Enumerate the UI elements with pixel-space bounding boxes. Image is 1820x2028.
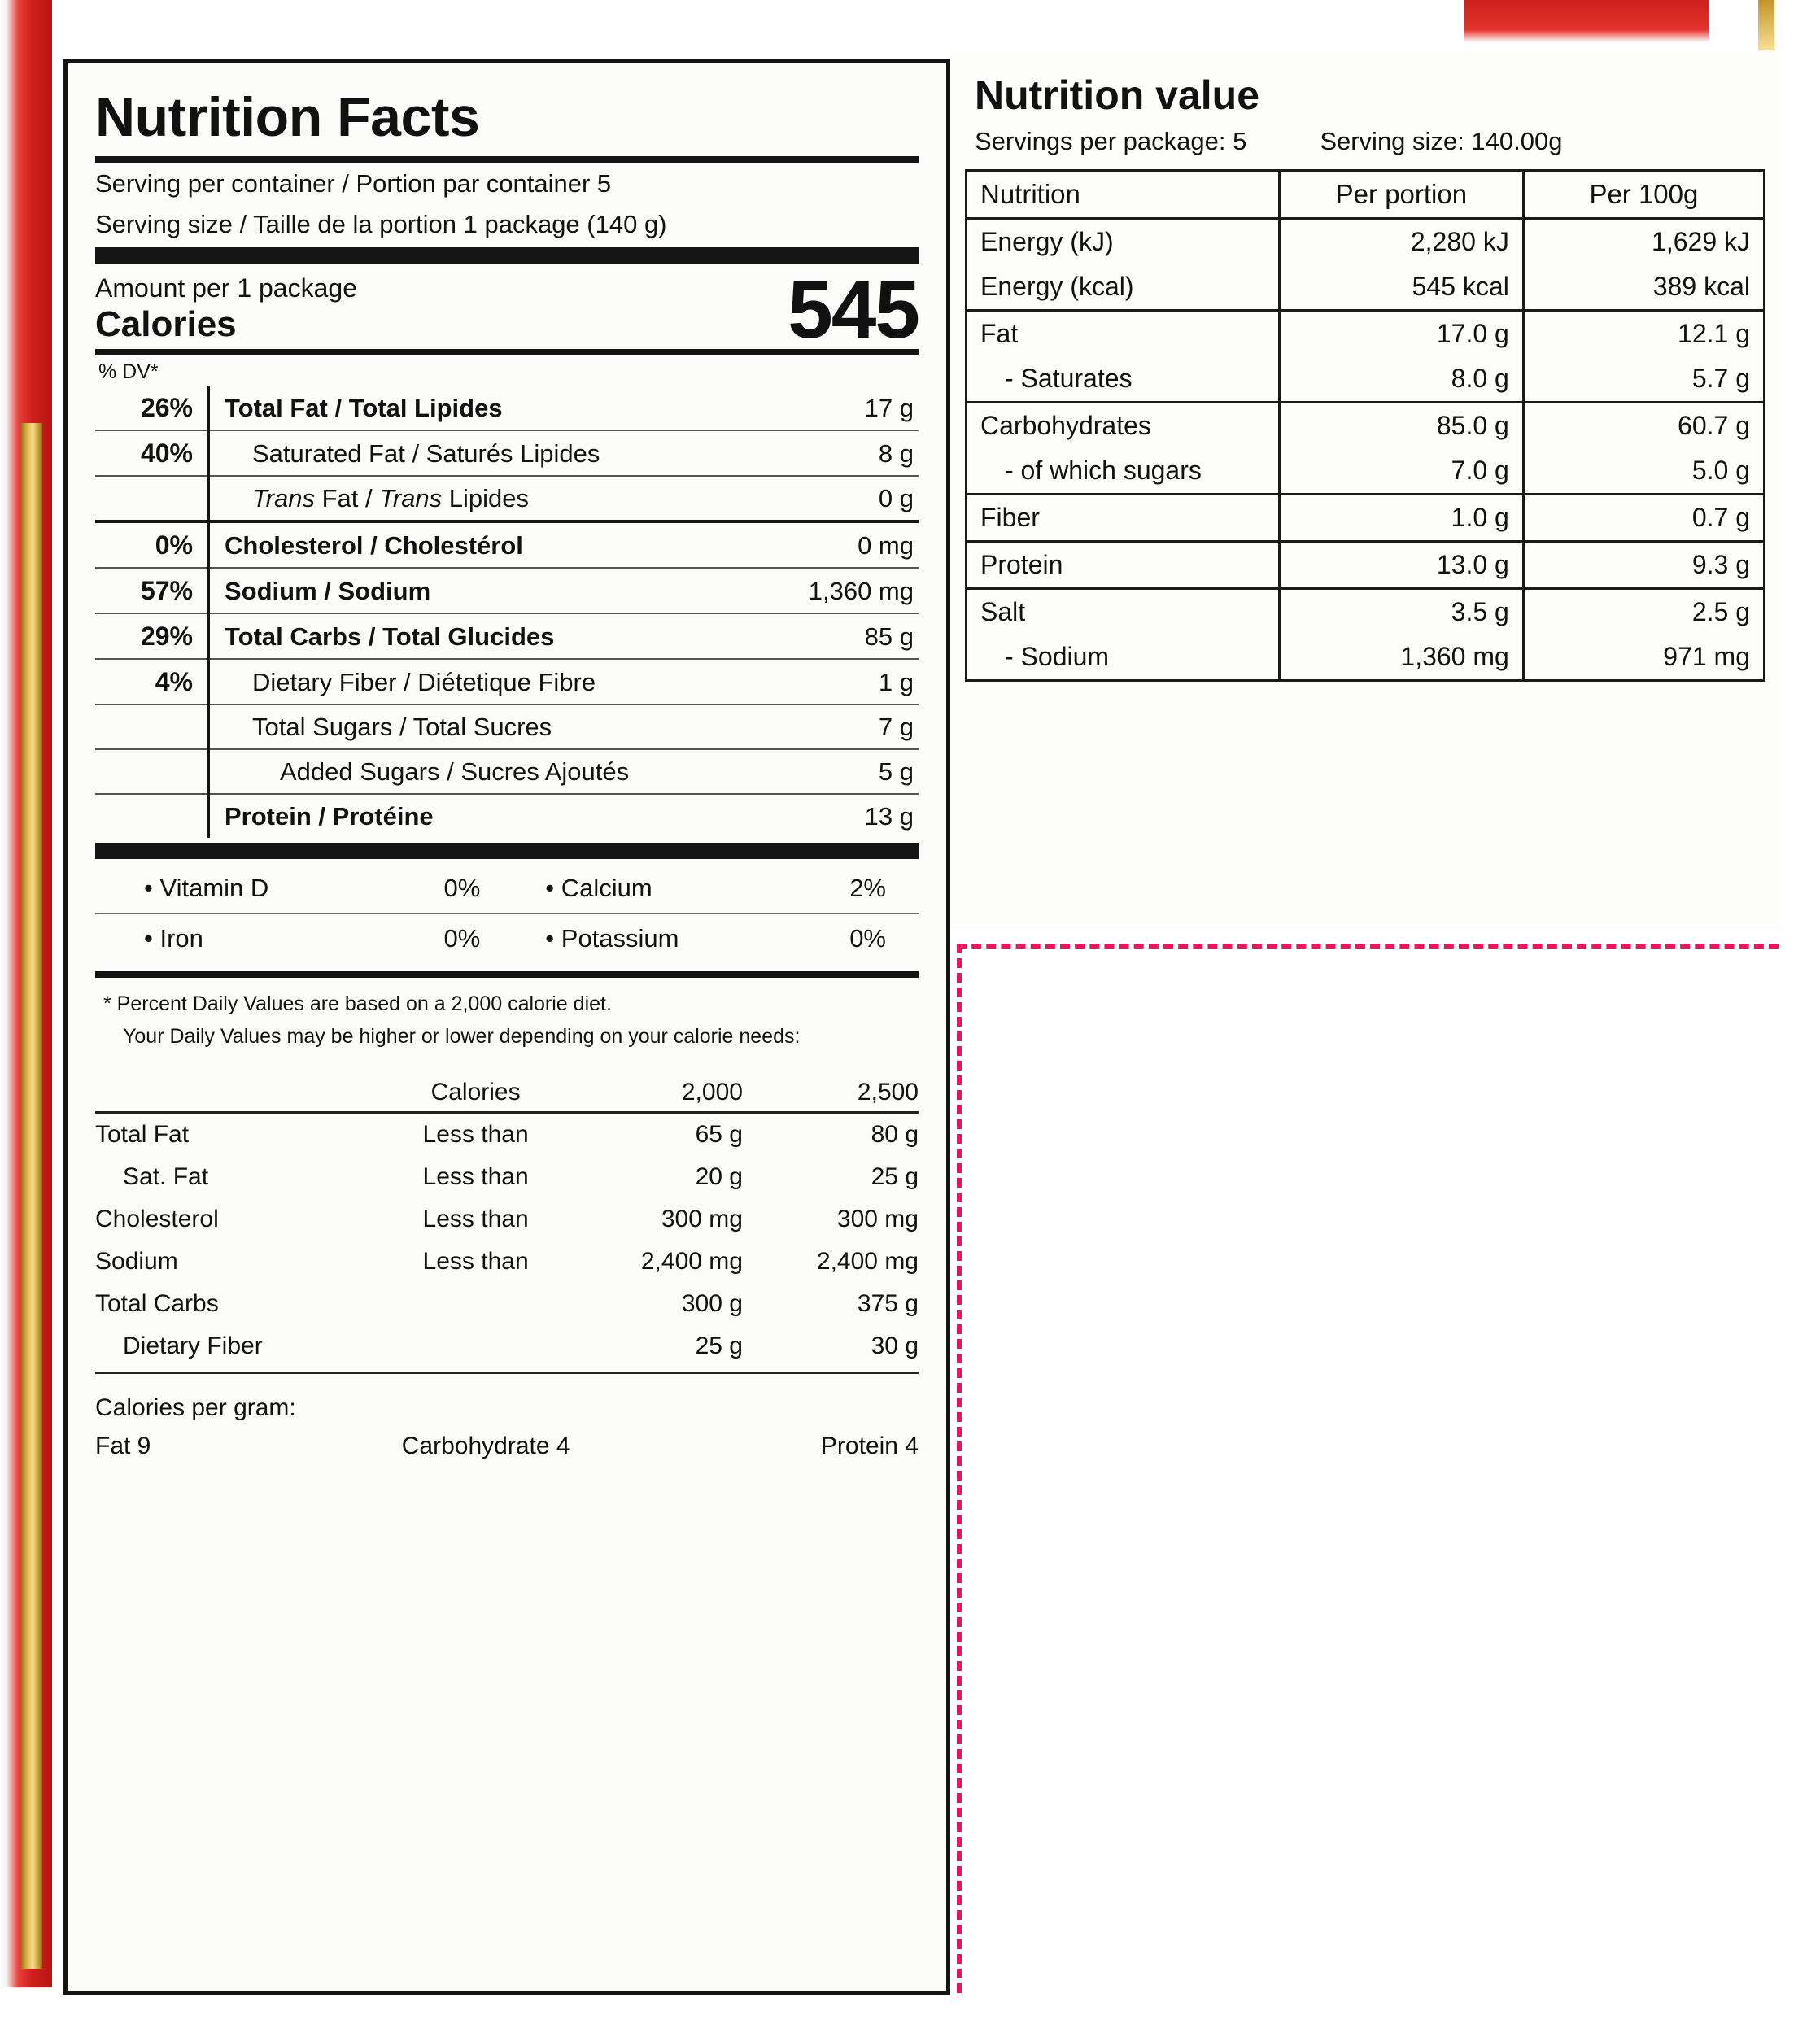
- nv-name: Fat: [967, 311, 1280, 357]
- nv-portion: 3.5 g: [1279, 589, 1523, 635]
- column-per-portion: Per portion: [1279, 171, 1523, 219]
- nutrient-value: 1 g: [767, 659, 919, 704]
- table-header-row: [967, 171, 1765, 219]
- nv-name: Energy (kJ): [967, 219, 1280, 265]
- nutrition-value-title: Nutrition value: [975, 72, 1260, 118]
- table-row: [967, 356, 1765, 403]
- nutrition-value-table: [965, 169, 1765, 682]
- divider: [95, 971, 919, 978]
- calories-per-gram-row: [95, 1428, 919, 1460]
- dv-row-2500: 25 g: [871, 1163, 919, 1191]
- nv-portion: 85.0 g: [1279, 403, 1523, 449]
- table-row: [95, 613, 919, 659]
- nutrient-dv: 57%: [95, 568, 209, 613]
- nutrient-value: 5 g: [767, 749, 919, 794]
- nutrient-value: 0 mg: [767, 521, 919, 568]
- micronutrient-name: • Iron: [144, 924, 203, 953]
- nv-name: - Sodium: [967, 635, 1280, 681]
- nv-name: Protein: [967, 542, 1280, 589]
- nutrient-dv: 4%: [95, 659, 209, 704]
- blank-header: [95, 1071, 384, 1113]
- amount-per-serving-label: Amount per 1 package: [95, 273, 357, 303]
- calories-value: 545: [788, 264, 919, 356]
- nv-portion: 1.0 g: [1279, 495, 1523, 542]
- nutrition-facts-title: Nutrition Facts: [95, 86, 480, 148]
- nutrient-name: Saturated Fat / Saturés Lipides: [209, 430, 768, 476]
- footnote-line-2: Your Daily Values may be higher or lower depending on your calorie needs:: [123, 1024, 801, 1048]
- cut-line-box: [957, 944, 1779, 1993]
- nv-name: - Saturates: [967, 356, 1280, 403]
- nv-per100: 2.5 g: [1523, 589, 1764, 635]
- dv-row-2000: 2,400 mg: [640, 1248, 743, 1276]
- nv-portion: 13.0 g: [1279, 542, 1523, 589]
- dv-row-label: Dietary Fiber: [95, 1325, 384, 1373]
- nutrient-dv: 0%: [95, 521, 209, 568]
- nutrition-facts-panel: [63, 59, 950, 1995]
- micronutrient-table: [95, 864, 919, 963]
- divider-thick: [95, 247, 919, 264]
- table-row: [95, 1198, 919, 1241]
- micronutrient-name: • Vitamin D: [95, 864, 374, 914]
- dv-row-label: Sat. Fat: [123, 1163, 209, 1191]
- dv-row-2000: 300 g: [681, 1290, 743, 1318]
- nv-portion: 545 kcal: [1279, 264, 1523, 311]
- nutrient-dv: 26%: [95, 386, 209, 430]
- dv-row-condition: [384, 1283, 567, 1325]
- table-row: [95, 430, 919, 476]
- dv-row-2500: 80 g: [871, 1121, 919, 1149]
- nv-per100: 1,629 kJ: [1523, 219, 1764, 265]
- dv-row-label: Cholesterol: [95, 1206, 219, 1233]
- divider-thick: [95, 843, 919, 859]
- table-row: [95, 1113, 919, 1157]
- dv-row-condition: Less than: [422, 1121, 529, 1149]
- nutrient-dv: [95, 704, 209, 749]
- daily-value-header: % DV*: [98, 360, 159, 384]
- dv-row-label: Total Fat: [95, 1121, 190, 1149]
- nv-per100: 5.7 g: [1523, 356, 1764, 403]
- table-row: [95, 1325, 919, 1373]
- nv-per100: 0.7 g: [1523, 495, 1764, 542]
- servings-per-package: Servings per package: 5: [975, 127, 1247, 155]
- table-header-row: [95, 1071, 919, 1113]
- calories-2500-header: 2,500: [857, 1079, 919, 1106]
- table-row: [967, 635, 1765, 681]
- table-row: [95, 1241, 919, 1283]
- nutrient-name: Total Carbs / Total Glucides: [209, 613, 768, 659]
- dv-row-2500: 375 g: [857, 1290, 919, 1318]
- nv-per100: 971 mg: [1523, 635, 1764, 681]
- table-row: [967, 448, 1765, 495]
- dv-row-label: Sodium: [95, 1248, 178, 1276]
- nv-name: Fiber: [967, 495, 1280, 542]
- nutrient-name: Protein / Protéine: [225, 802, 434, 831]
- calories-row: [95, 264, 919, 356]
- nutrient-value: 0 g: [767, 476, 919, 521]
- column-per-100g: Per 100g: [1523, 171, 1764, 219]
- nutrient-table: [95, 386, 919, 838]
- dv-row-2000: 300 mg: [661, 1206, 743, 1233]
- table-row: [967, 495, 1765, 542]
- nv-name: - of which sugars: [967, 448, 1280, 495]
- micronutrient-value: 0%: [849, 924, 886, 953]
- table-row: [95, 864, 919, 914]
- nv-portion: 1,360 mg: [1279, 635, 1523, 681]
- nutrient-name: Cholesterol / Cholestérol: [209, 521, 768, 568]
- nv-portion: 17.0 g: [1279, 311, 1523, 357]
- nutrient-name: Dietary Fiber / Diétetique Fibre: [209, 659, 768, 704]
- nutrient-name: Total Sugars / Total Sucres: [209, 704, 768, 749]
- dv-row-condition: [384, 1325, 567, 1373]
- nv-name: Carbohydrates: [967, 403, 1280, 449]
- nutrient-dv: 29%: [95, 613, 209, 659]
- nutrient-name: Total Fat / Total Lipides: [209, 386, 768, 430]
- nv-portion: 2,280 kJ: [1279, 219, 1523, 265]
- nutrition-value-panel: [950, 50, 1780, 929]
- nutrient-value: 7 g: [767, 704, 919, 749]
- footnote-line-1: * Percent Daily Values are based on a 2,000 calorie diet.: [103, 992, 612, 1016]
- serving-size: Serving size / Taille de la portion 1 package (140 g): [95, 210, 667, 239]
- table-row: [967, 403, 1765, 449]
- table-row: [95, 749, 919, 794]
- nv-name: Salt: [967, 589, 1280, 635]
- nv-per100: 5.0 g: [1523, 448, 1764, 495]
- dv-row-condition: Less than: [422, 1206, 529, 1233]
- nv-per100: 60.7 g: [1523, 403, 1764, 449]
- nutrient-value: 13 g: [864, 802, 914, 831]
- nutrient-name: Added Sugars / Sucres Ajoutés: [209, 749, 768, 794]
- column-nutrition: Nutrition: [967, 171, 1280, 219]
- micronutrient-name: • Calcium: [513, 864, 780, 914]
- micronutrient-name: • Potassium: [545, 924, 679, 953]
- table-row: [95, 914, 919, 963]
- serving-per-container: Serving per container / Portion par container 5: [95, 169, 612, 198]
- nv-name: Energy (kcal): [967, 264, 1280, 311]
- nv-per100: 389 kcal: [1523, 264, 1764, 311]
- dv-row-2500: 300 mg: [836, 1206, 919, 1233]
- dv-row-2000: 65 g: [695, 1121, 743, 1149]
- micronutrient-value: 2%: [780, 864, 919, 914]
- table-row: [967, 542, 1765, 589]
- divider: [95, 156, 919, 163]
- serving-size-value: Serving size: 140.00g: [1320, 127, 1563, 155]
- nutrition-value-subheader: [965, 124, 1765, 169]
- table-row: [95, 659, 919, 704]
- package-gold-strip: [21, 423, 42, 1969]
- table-row: [95, 1156, 919, 1198]
- daily-value-reference-table: [95, 1071, 919, 1374]
- table-row: [95, 1283, 919, 1325]
- table-row: [967, 219, 1765, 265]
- micronutrient-value: 0%: [374, 864, 513, 914]
- table-row: [95, 568, 919, 613]
- dv-row-2500: 30 g: [743, 1325, 919, 1373]
- nutrient-name: Trans Fat / Trans Lipides: [209, 476, 768, 521]
- nv-per100: 12.1 g: [1523, 311, 1764, 357]
- micronutrient-value: 0%: [443, 924, 481, 953]
- nutrient-value: 85 g: [767, 613, 919, 659]
- table-row: [95, 704, 919, 749]
- table-row: [95, 521, 919, 568]
- nutrient-dv: 40%: [95, 430, 209, 476]
- cpg-fat: Fat 9: [95, 1433, 151, 1460]
- dv-row-condition: Less than: [422, 1248, 529, 1276]
- nv-portion: 8.0 g: [1279, 356, 1523, 403]
- dv-row-2500: 2,400 mg: [816, 1248, 919, 1276]
- table-row: [95, 794, 919, 838]
- table-row: [967, 264, 1765, 311]
- dv-row-2000: 25 g: [567, 1325, 743, 1373]
- table-row: [967, 311, 1765, 357]
- calories-header: Calories: [430, 1079, 521, 1106]
- dv-row-condition: Less than: [422, 1163, 529, 1191]
- table-row: [967, 589, 1765, 635]
- table-row: [95, 386, 919, 430]
- nutrient-name: Sodium / Sodium: [209, 568, 768, 613]
- cpg-carbohydrate: Carbohydrate 4: [401, 1433, 570, 1460]
- nv-per100: 9.3 g: [1523, 542, 1764, 589]
- dv-row-2000: 20 g: [695, 1163, 743, 1191]
- calories-label: Calories: [95, 304, 237, 345]
- calories-per-gram-title: Calories per gram:: [95, 1394, 296, 1422]
- cpg-protein: Protein 4: [820, 1433, 919, 1460]
- nutrient-dv: [95, 749, 209, 794]
- dv-row-label: Total Carbs: [95, 1290, 219, 1318]
- nutrient-value: 17 g: [767, 386, 919, 430]
- nutrient-value: 8 g: [767, 430, 919, 476]
- calories-2000-header: 2,000: [681, 1079, 743, 1106]
- nutrient-value: 1,360 mg: [767, 568, 919, 613]
- table-row: [95, 476, 919, 521]
- nutrient-dv: [95, 794, 209, 838]
- nv-portion: 7.0 g: [1279, 448, 1523, 495]
- nutrient-dv: [95, 476, 209, 521]
- package-red-accent: [1464, 0, 1709, 42]
